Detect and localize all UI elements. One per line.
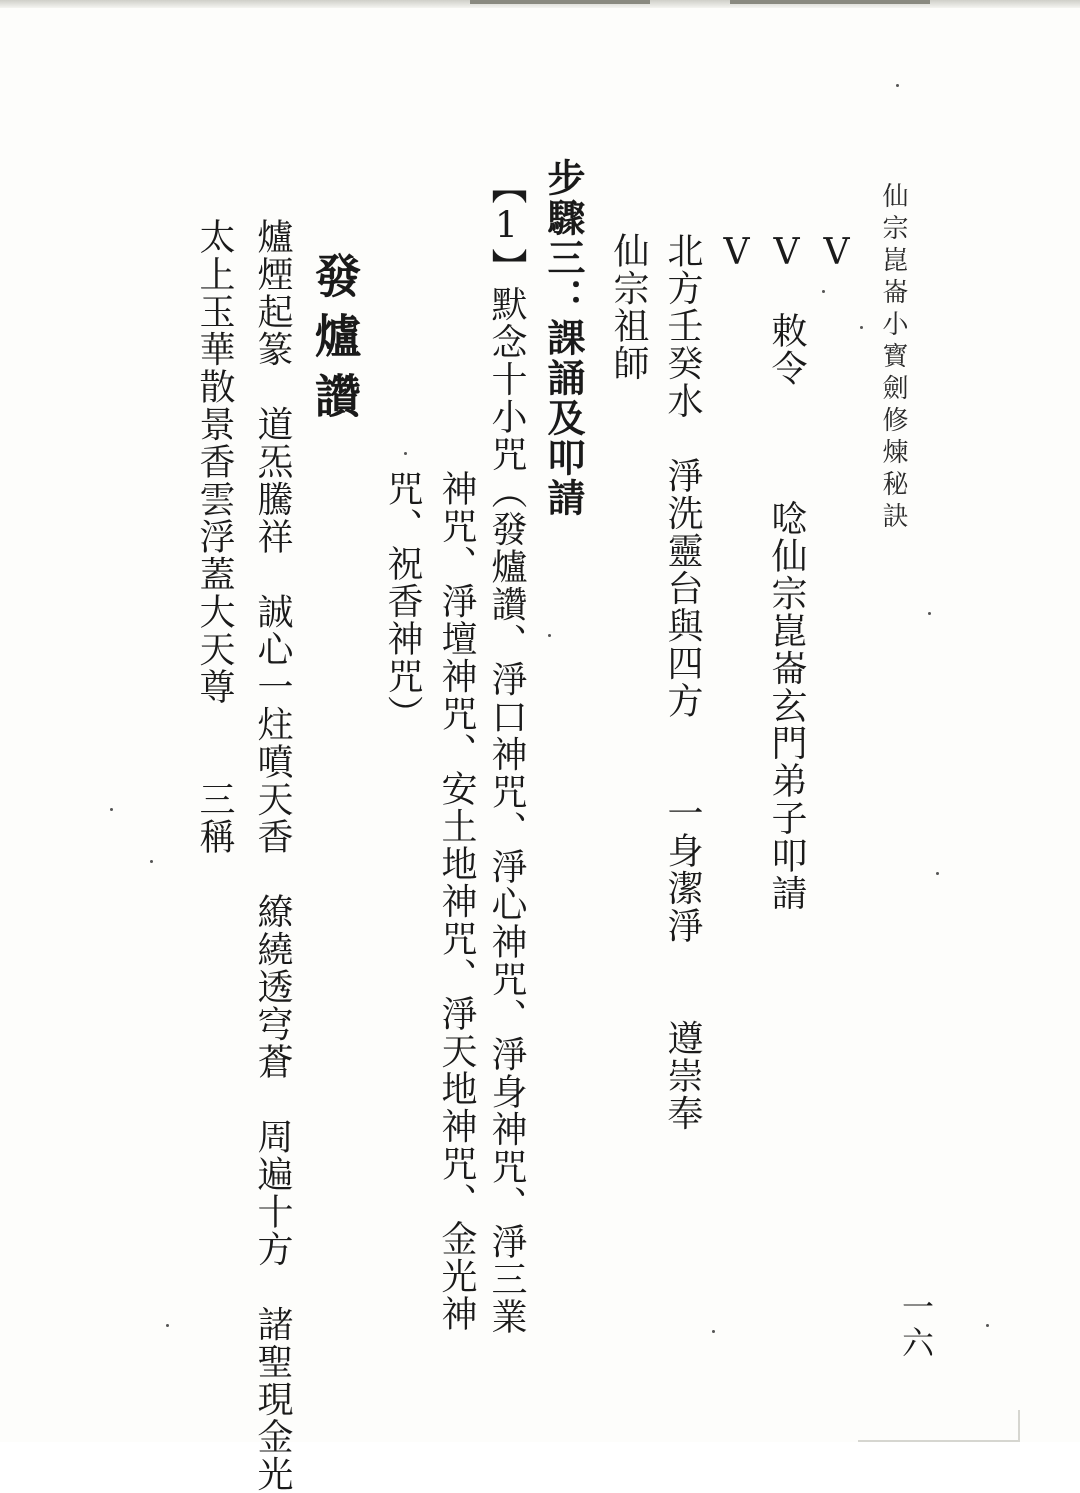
section-title: 發爐讚 bbox=[308, 252, 362, 432]
step-heading: 步驟三：課誦及叩請 bbox=[541, 158, 586, 518]
scan-speck bbox=[404, 452, 407, 455]
scan-speck bbox=[166, 1324, 169, 1327]
scan-mark bbox=[470, 0, 650, 4]
verse-line-1: 爐煙起篆 道炁騰祥 誠心一炷噴天香 繚繞透穹蒼 周遍十方 諸聖現金光 bbox=[252, 218, 293, 1493]
scan-speck bbox=[986, 1324, 989, 1327]
scan-speck bbox=[936, 872, 939, 875]
item-1: 【1】默念十小咒（發爐讚、淨口神咒、淨心神咒、淨身神咒、淨三業 bbox=[486, 168, 527, 1336]
scan-speck bbox=[548, 634, 551, 637]
scan-mark bbox=[730, 0, 930, 4]
scan-bottom-edge bbox=[858, 1410, 1020, 1442]
column-v3: V bbox=[716, 232, 757, 275]
column-v4: 北方壬癸水 淨洗靈台與四方 一身潔淨 遵崇奉 bbox=[662, 232, 703, 1132]
column-v5: 仙宗祖師 bbox=[608, 232, 649, 382]
scan-speck bbox=[712, 1330, 715, 1333]
item-1-continued-2: 咒、祝香神咒） bbox=[382, 470, 423, 733]
scan-speck bbox=[822, 290, 825, 293]
scan-speck bbox=[150, 860, 153, 863]
scan-speck bbox=[110, 808, 113, 811]
running-title: 仙宗崑崙小寳劍修煉秘訣 bbox=[878, 182, 908, 534]
scan-speck bbox=[860, 326, 863, 329]
column-v2: V 敕令 唸仙宗崑崙玄門弟子叩請 bbox=[766, 232, 807, 912]
column-v1: V bbox=[816, 232, 857, 275]
verse-line-2: 太上玉華散景香雲浮蓋大天尊 三稱 bbox=[194, 218, 235, 856]
scan-speck bbox=[896, 84, 899, 87]
page-number: 一六 bbox=[897, 1290, 935, 1362]
item-1-continued: 神咒、淨壇神咒、安土地神咒、淨天地神咒、金光神 bbox=[436, 470, 477, 1333]
scan-speck bbox=[928, 612, 931, 615]
